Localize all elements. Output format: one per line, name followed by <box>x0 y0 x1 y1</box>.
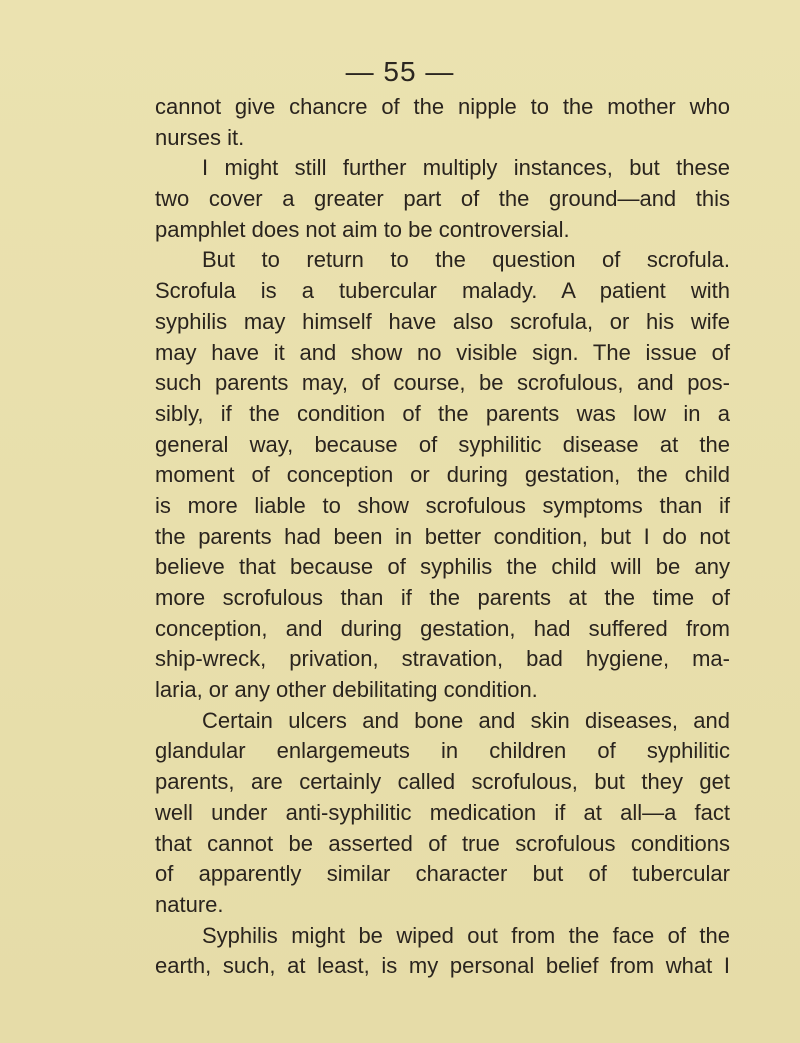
text-line: such parents may, of course, be scrofulous, and pos- <box>155 370 730 396</box>
text-line: that cannot be asserted of true scrofulous conditions <box>155 830 730 856</box>
text-line: believe that because of syphilis the child will be any <box>155 554 730 580</box>
text-line: of apparently similar character but of tubercular <box>155 861 730 887</box>
text-line: glandular enlargemeuts in children of syphilitic <box>155 738 730 764</box>
text-line: Syphilis might be wiped out from the face of the <box>202 922 730 948</box>
text-line: cannot give chancre of the nipple to the mother who <box>155 94 730 119</box>
body-text <box>155 92 730 982</box>
text-line: parents, are certainly called scrofulous, but they get <box>155 769 730 795</box>
text-line: laria, or any other debilitating condition. <box>155 677 538 703</box>
text-line: I might still further multiply instances, but these <box>202 155 730 181</box>
page-number: — 55 — <box>345 56 455 87</box>
text-line: sibly, if the condition of the parents was low in a <box>155 400 730 426</box>
text-line: well under anti-syphilitic medication if at all—a fact <box>155 799 730 825</box>
text-line: general way, because of syphilitic disease at the <box>155 431 730 457</box>
text-line: more scrofulous than if the parents at the time of <box>155 585 730 610</box>
text-line: the parents had been in better condition, but I do not <box>155 523 730 549</box>
text-line: syphilis may himself have also scrofula, or his wife <box>155 308 730 334</box>
text-line: nurses it. <box>155 124 245 150</box>
text-line: ship-wreck, privation, stravation, bad hygiene, ma- <box>155 646 730 672</box>
text-line: But to return to the question of scrofula. <box>202 247 730 273</box>
text-line: two cover a greater part of the ground—and this <box>155 186 730 212</box>
text-line: conception, and during gestation, had suffered from <box>155 615 730 641</box>
text-line: pamphlet does not aim to be controversial. <box>155 216 570 242</box>
text-line: earth, such, at least, is my personal belief from what I <box>155 953 730 979</box>
text-line: nature. <box>155 891 224 917</box>
text-line: moment of conception or during gestation, the child <box>155 462 730 488</box>
text-line: Certain ulcers and bone and skin diseases, and <box>202 707 730 733</box>
text-line: may have it and show no visible sign. The issue of <box>155 339 730 365</box>
text-line: is more liable to show scrofulous symptoms than if <box>155 492 730 518</box>
text-line: Scrofula is a tubercular malady. A patient with <box>155 278 730 304</box>
